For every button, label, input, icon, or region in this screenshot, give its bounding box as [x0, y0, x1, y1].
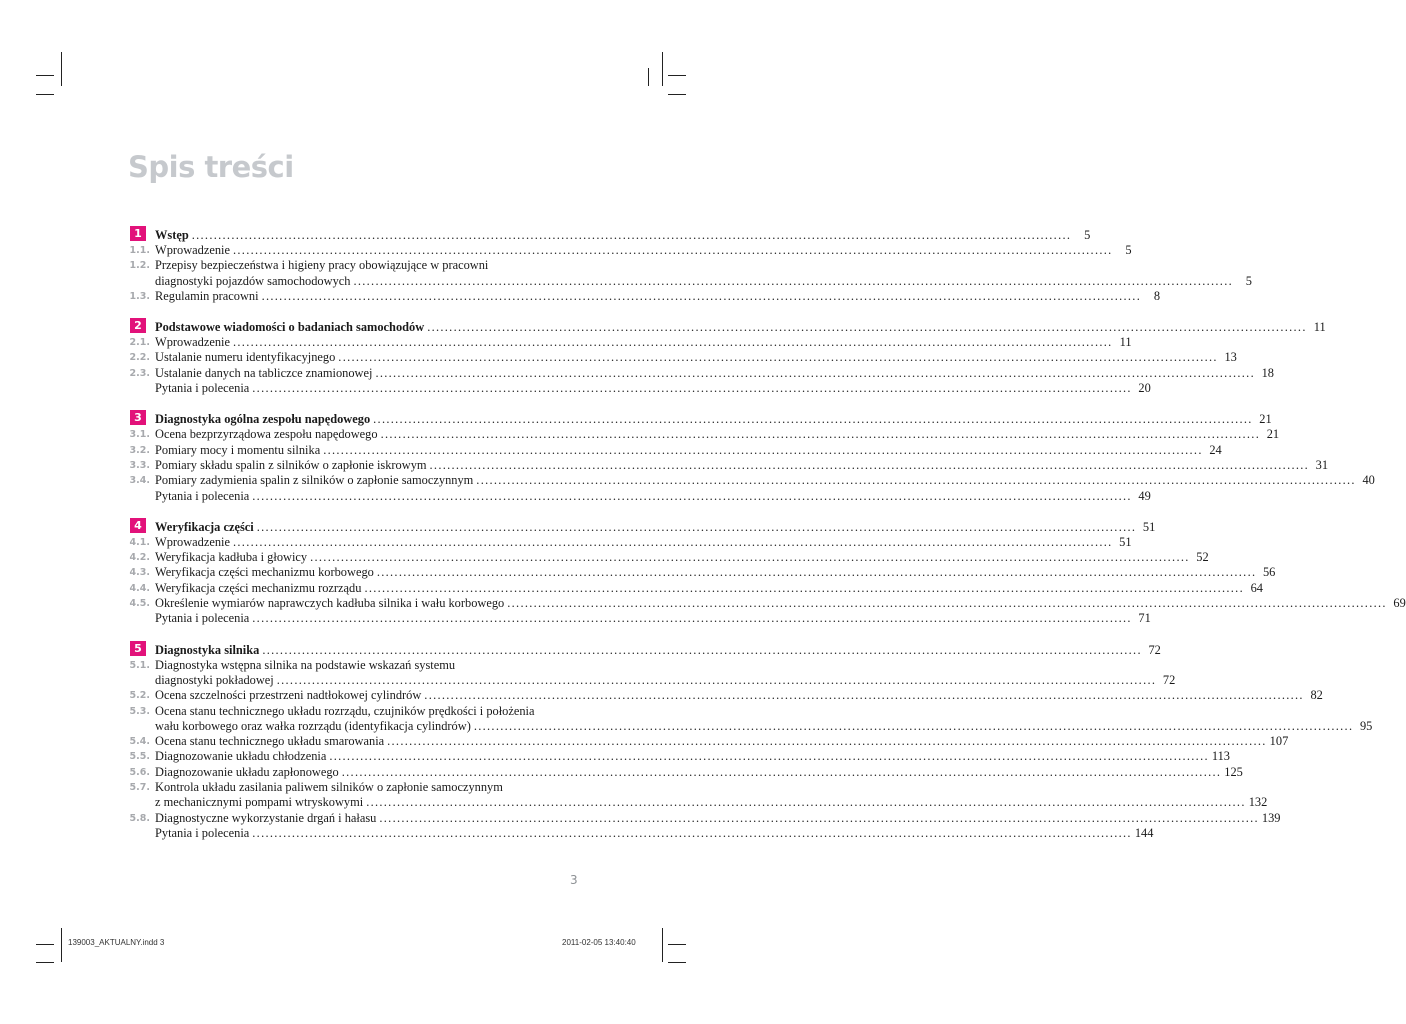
toc-entry [155, 565, 1276, 580]
chapter-heading [0, 518, 1156, 535]
entry-title: Kontrola układu zasilania paliwem silników o zapłonie samoczynnym [155, 780, 503, 795]
crop-mark [36, 962, 54, 963]
section-row [0, 550, 1209, 565]
entry-title: Regulamin pracowni [155, 288, 259, 303]
entry-page-number: 56 [1262, 565, 1276, 580]
toc-entry [155, 688, 1323, 703]
section-row [0, 335, 1132, 350]
section-number: 5.2. [129, 690, 150, 702]
crop-mark [662, 52, 663, 86]
toc-entry [155, 350, 1237, 365]
entry-title: Ocena bezprzyrządowa zespołu napędowego [155, 427, 378, 442]
section-row-continuation [0, 718, 1373, 734]
entry-page-number: 21 [1259, 412, 1272, 427]
section-number: 3.2. [129, 444, 150, 456]
entry-title: Pomiary mocy i momentu silnika [155, 442, 321, 457]
toc-entry [155, 273, 1252, 289]
entry-title: Diagnozowanie układu zapłonowego [155, 764, 339, 779]
entry-page-number: 107 [1269, 734, 1289, 749]
entry-page-number: 72 [1162, 672, 1176, 687]
entry-page-number: 51 [1142, 519, 1156, 534]
section-number: 4.4. [129, 582, 150, 594]
toc-entry [155, 457, 1329, 473]
dot-leader: ........................................................................................................................................................................................................ [252, 488, 1132, 503]
entry-page-number: 13 [1224, 350, 1237, 365]
dot-leader: ........................................................................................................................................................................................................ [256, 519, 1137, 534]
dot-leader: ........................................................................................................................................................................................................ [387, 734, 1267, 749]
section-number: 1.1. [129, 245, 150, 256]
entry-page-number: 139 [1261, 810, 1281, 825]
chapter-block [0, 518, 1406, 627]
dot-leader: ........................................................................................................................................................................................................ [276, 672, 1157, 687]
section-row [0, 704, 724, 719]
entry-page-number: 49 [1138, 488, 1151, 503]
entry-title: Pytania i polecenia [155, 381, 250, 396]
chapter-number-badge: 5 [130, 641, 146, 656]
slug-timestamp: 2011-02-05 13:40:40 [562, 938, 636, 947]
section-row [0, 611, 1151, 626]
chapter-heading [0, 410, 1272, 427]
section-row-continuation [0, 795, 1268, 810]
crop-mark [36, 75, 54, 76]
toc-entry [155, 550, 1209, 565]
toc-entry [155, 365, 1274, 381]
toc-entry [155, 780, 578, 795]
dot-leader: ........................................................................................................................................................................................................ [473, 718, 1354, 733]
entry-title: Wprowadzenie [155, 534, 230, 549]
chapter-number-badge: 2 [130, 318, 146, 333]
section-row [0, 565, 1276, 580]
section-row-continuation [0, 273, 1252, 289]
entry-page-number: 5 [1125, 243, 1132, 257]
entry-page-number: 132 [1248, 795, 1268, 810]
section-row [0, 381, 1151, 396]
dot-leader: ........................................................................................................................................................................................................ [252, 381, 1132, 396]
toc-entry [155, 411, 1272, 428]
table-of-contents [0, 226, 1406, 855]
section-row [0, 658, 724, 673]
dot-leader: ........................................................................................................................................................................................................ [427, 320, 1307, 335]
section-number: 3.4. [129, 475, 150, 487]
entry-title: Pomiary składu spalin z silników o zapłonie iskrowym [155, 457, 427, 472]
crop-mark [662, 928, 663, 962]
entry-page-number: 11 [1313, 320, 1326, 335]
entry-title: Diagnostyczne wykorzystanie drgań i hałasu [155, 810, 377, 825]
section-number: 3.1. [129, 429, 150, 441]
toc-entry [155, 258, 578, 273]
toc-entry [155, 810, 1281, 826]
section-number: 5.8. [129, 812, 150, 824]
chapter-heading [0, 318, 1326, 335]
section-number: 5.5. [129, 751, 150, 763]
entry-title: Weryfikacja części mechanizmu korbowego [155, 565, 374, 580]
dot-leader: ........................................................................................................................................................................................................ [379, 810, 1259, 825]
toc-entry [155, 825, 1154, 841]
crop-mark [668, 944, 686, 945]
entry-title: diagnostyki pokładowej [155, 672, 274, 687]
section-row [0, 243, 1132, 258]
chapter-block [0, 641, 1373, 842]
dot-leader: ........................................................................................................................................................................................................ [507, 596, 1387, 611]
entry-title: Ustalanie numeru identyfikacyjnego [155, 350, 336, 365]
entry-page-number: 125 [1224, 764, 1243, 779]
toc-entry [155, 488, 1151, 504]
toc-entry [155, 596, 1406, 611]
toc-entry [155, 749, 1231, 764]
toc-entry [155, 427, 1280, 442]
dot-leader: ........................................................................................................................................................................................................ [233, 243, 1113, 257]
section-number: 4.3. [129, 567, 150, 579]
entry-page-number: 18 [1261, 365, 1274, 380]
entry-page-number: 82 [1310, 688, 1323, 703]
entry-page-number: 113 [1211, 749, 1231, 764]
entry-title: wału korbowego oraz wałka rozrządu (identyfikacja cylindrów) [155, 718, 471, 733]
toc-entry [155, 534, 1132, 550]
dot-leader: ........................................................................................................................................................................................................ [329, 749, 1209, 764]
chapter-block [0, 410, 1375, 503]
section-row [0, 442, 1222, 458]
entry-title: Diagnostyka ogólna zespołu napędowego [155, 412, 371, 427]
dot-leader: ........................................................................................................................................................................................................ [338, 350, 1218, 365]
dot-leader: ........................................................................................................................................................................................................ [373, 412, 1253, 427]
crop-mark [36, 944, 54, 945]
dot-leader: ........................................................................................................................................................................................................ [424, 688, 1304, 703]
entry-title: Ustalanie danych na tabliczce znamionowej [155, 365, 373, 380]
entry-title: Wprowadzenie [155, 243, 230, 257]
section-row [0, 810, 1281, 826]
entry-page-number: 11 [1119, 335, 1132, 350]
toc-entry [155, 243, 1132, 258]
entry-title: Pytania i polecenia [155, 611, 250, 626]
section-row [0, 534, 1132, 550]
entry-page-number: 8 [1153, 288, 1161, 303]
toc-entry [155, 473, 1375, 488]
crop-mark [668, 962, 686, 963]
section-row [0, 258, 724, 273]
section-number: 4.5. [129, 598, 150, 610]
dot-leader: ........................................................................................................................................................................................................ [375, 365, 1255, 380]
entry-page-number: 95 [1359, 718, 1373, 733]
section-number: 2.1. [129, 337, 150, 349]
toc-entry [155, 381, 1151, 396]
chapter-heading [0, 641, 1161, 658]
entry-page-number: 71 [1138, 611, 1151, 626]
entry-page-number: 64 [1250, 580, 1263, 595]
chapter-block [0, 318, 1326, 396]
crop-mark [61, 928, 62, 962]
entry-title: Ocena stanu technicznego układu rozrządu, czujników prędkości i położenia [155, 703, 535, 718]
dot-leader: ........................................................................................................................................................................................................ [380, 427, 1261, 442]
entry-title: Diagnostyka wstępna silnika na podstawie wskazań systemu [155, 657, 456, 672]
entry-page-number: 144 [1134, 825, 1154, 840]
dot-leader: ........................................................................................................................................................................................................ [376, 565, 1257, 580]
toc-entry [155, 288, 1161, 304]
entry-title: Podstawowe wiadomości o badaniach samochodów [155, 320, 425, 335]
entry-page-number: 24 [1209, 442, 1222, 457]
toc-entry [155, 580, 1263, 596]
section-row [0, 688, 1323, 703]
dot-leader: ........................................................................................................................................................................................................ [323, 442, 1203, 457]
dot-leader: ........................................................................................................................................................................................................ [233, 335, 1113, 350]
entry-title: Pomiary zadymienia spalin z silników o zapłonie samoczynnym [155, 473, 474, 488]
dot-leader: ........................................................................................................................................................................................................ [310, 550, 1190, 565]
toc-entry [155, 642, 1161, 659]
section-row [0, 596, 1406, 611]
dot-leader: ........................................................................................................................................................................................................ [191, 228, 1072, 242]
dot-leader: ........................................................................................................................................................................................................ [261, 288, 1142, 303]
section-number: 5.1. [129, 659, 150, 671]
section-row [0, 825, 1154, 841]
section-number: 1.3. [129, 290, 150, 302]
dot-leader: ........................................................................................................................................................................................................ [233, 534, 1113, 549]
entry-page-number: 51 [1119, 534, 1132, 549]
dot-leader: ........................................................................................................................................................................................................ [364, 580, 1244, 595]
entry-page-number: 72 [1148, 642, 1161, 657]
chapter-number-badge: 3 [130, 410, 146, 425]
section-number: 4.2. [129, 552, 150, 564]
section-number: 5.4. [129, 736, 150, 748]
section-row-continuation [0, 672, 1176, 688]
page-number: 3 [570, 873, 578, 887]
section-number: 3.3. [129, 459, 150, 471]
section-row [0, 749, 1231, 764]
entry-title: Przepisy bezpieczeństwa i higieny pracy obowiązujące w pracowni [155, 258, 489, 273]
entry-title: Pytania i polecenia [155, 825, 250, 840]
dot-leader: ........................................................................................................................................................................................................ [262, 642, 1142, 657]
dot-leader: ........................................................................................................................................................................................................ [252, 611, 1132, 626]
section-row [0, 473, 1375, 488]
crop-mark [668, 94, 686, 95]
toc-entry [155, 734, 1289, 749]
chapter-number-badge: 1 [130, 226, 146, 241]
toc-entry [155, 319, 1326, 336]
entry-title: Diagnozowanie układu chłodzenia [155, 749, 327, 764]
chapter-heading [0, 226, 1091, 243]
section-row [0, 365, 1274, 381]
section-row [0, 780, 724, 795]
section-row [0, 457, 1329, 473]
entry-title: Weryfikacja kadłuba i głowicy [155, 550, 308, 565]
entry-page-number: 69 [1393, 596, 1406, 611]
dot-leader: ........................................................................................................................................................................................................ [252, 825, 1132, 840]
entry-title: z mechanicznymi pompami wtryskowymi [155, 795, 364, 810]
toc-entry [155, 442, 1222, 458]
section-row [0, 427, 1280, 442]
section-row [0, 734, 1289, 749]
chapter-block [0, 226, 1252, 304]
entry-title: Wstęp [155, 228, 189, 242]
dot-leader: ........................................................................................................................................................................................................ [429, 457, 1310, 472]
entry-page-number: 52 [1196, 550, 1209, 565]
section-number: 5.3. [129, 705, 150, 717]
entry-title: Weryfikacja części mechanizmu rozrządu [155, 580, 362, 595]
section-row [0, 580, 1263, 596]
entry-title: Weryfikacja części [155, 519, 254, 534]
toc-entry [155, 658, 578, 673]
entry-page-number: 31 [1315, 457, 1329, 472]
crop-mark [668, 75, 686, 76]
toc-entry [155, 764, 1243, 780]
section-number: 5.7. [129, 782, 150, 794]
toc-entry [155, 795, 1268, 810]
dot-leader: ........................................................................................................................................................................................................ [476, 473, 1356, 488]
crop-mark [36, 94, 54, 95]
toc-entry [155, 227, 1091, 244]
dot-leader: ........................................................................................................................................................................................................ [341, 764, 1222, 779]
crop-mark [61, 52, 62, 86]
toc-entry [155, 611, 1151, 626]
dot-leader: ........................................................................................................................................................................................................ [353, 273, 1233, 288]
entry-title: Ocena stanu technicznego układu smarowania [155, 734, 385, 749]
section-row [0, 288, 1161, 304]
entry-page-number: 5 [1084, 228, 1091, 242]
toc-entry [155, 519, 1156, 536]
entry-page-number: 21 [1266, 427, 1280, 442]
toc-entry [155, 335, 1132, 350]
entry-title: Określenie wymiarów naprawczych kadłuba silnika i wału korbowego [155, 596, 505, 611]
toc-entry [155, 672, 1176, 688]
section-number: 1.2. [129, 260, 150, 272]
section-row [0, 488, 1151, 504]
section-row [0, 350, 1237, 365]
slug-filename: 139003_AKTUALNY.indd 3 [68, 938, 165, 947]
toc-entry [155, 704, 578, 719]
entry-page-number: 5 [1245, 273, 1252, 288]
dot-leader: ........................................................................................................................................................................................................ [366, 795, 1246, 810]
section-number: 2.3. [129, 367, 150, 379]
entry-title: Pytania i polecenia [155, 488, 250, 503]
entry-title: Diagnostyka silnika [155, 642, 260, 657]
entry-title: Wprowadzenie [155, 335, 230, 350]
chapter-number-badge: 4 [130, 518, 146, 533]
entry-title: Ocena szczelności przestrzeni nadtłokowej cylindrów [155, 688, 422, 703]
section-number: 4.1. [129, 536, 150, 548]
section-row [0, 764, 1243, 780]
entry-title: diagnostyki pojazdów samochodowych [155, 273, 351, 288]
page-title: Spis treści [128, 150, 294, 184]
entry-page-number: 20 [1138, 381, 1151, 396]
section-number: 2.2. [129, 352, 150, 364]
toc-entry [155, 718, 1373, 734]
entry-page-number: 40 [1362, 473, 1375, 488]
crop-mark [648, 68, 649, 86]
section-number: 5.6. [129, 766, 150, 778]
